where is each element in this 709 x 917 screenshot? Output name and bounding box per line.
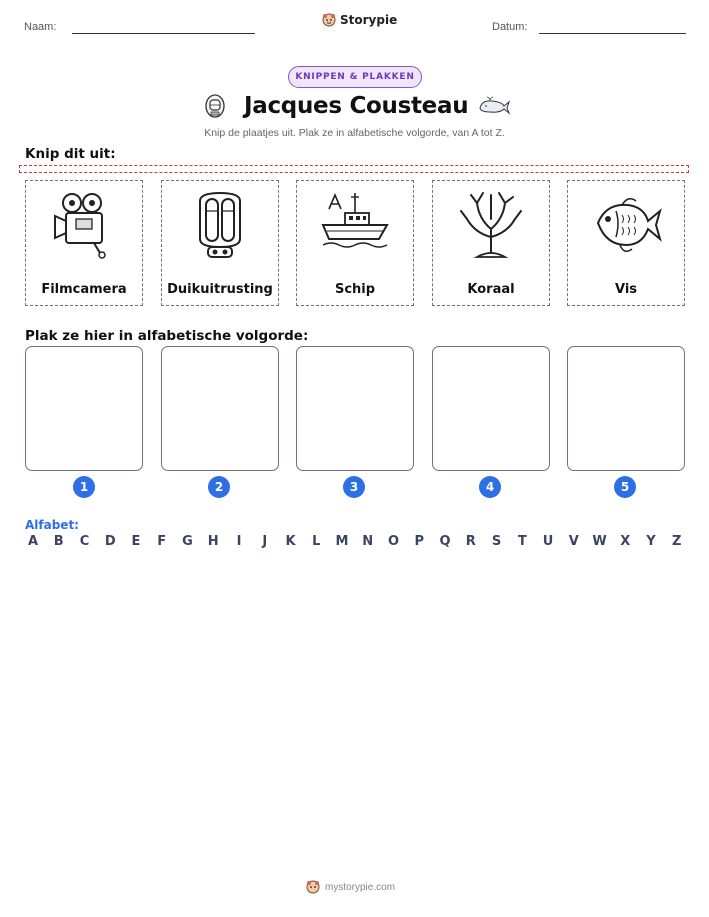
date-line[interactable] — [539, 33, 686, 34]
slot-number: 1 — [73, 476, 95, 498]
card-label: Duikuitrusting — [167, 282, 273, 297]
card-label: Koraal — [467, 282, 515, 297]
cut-card[interactable] — [161, 180, 279, 306]
alphabet-letter: A — [27, 534, 39, 549]
paste-slot[interactable] — [567, 346, 685, 471]
alphabet-letter: V — [568, 534, 579, 549]
alphabet-letter: G — [182, 534, 193, 549]
cut-card[interactable] — [296, 180, 414, 306]
cut-card[interactable] — [567, 180, 685, 306]
slot-number: 2 — [208, 476, 230, 498]
page-title: Jacques Cousteau — [244, 93, 469, 119]
alphabet-row — [25, 534, 685, 549]
alphabet-letter: D — [104, 534, 116, 549]
alphabet-letter: E — [131, 534, 141, 549]
alphabet-letter: Q — [439, 534, 451, 549]
diving-gear-icon — [186, 189, 254, 261]
paste-slot[interactable] — [296, 346, 414, 471]
alphabet-letter: X — [620, 534, 631, 549]
footer-url[interactable]: mystorypie.com — [325, 881, 396, 893]
alphabet-letter: L — [312, 534, 321, 549]
alphabet-letter: B — [53, 534, 64, 549]
instructions: Knip de plaatjes uit. Plak ze in alfabetische volgorde, van A tot Z. — [204, 127, 505, 139]
alphabet-letter: P — [414, 534, 425, 549]
activity-badge: KNIPPEN & PLAKKEN — [288, 66, 422, 88]
cut-heading: Knip dit uit: — [25, 146, 116, 162]
alphabet-letter: Z — [672, 534, 682, 549]
slot-number: 5 — [614, 476, 636, 498]
coral-icon — [457, 189, 525, 261]
alphabet-letter: F — [157, 534, 167, 549]
alphabet-letter: M — [335, 534, 349, 549]
alphabet-letter: I — [236, 534, 242, 549]
alphabet-letter: Y — [646, 534, 656, 549]
storypie-mascot-icon — [322, 13, 336, 27]
card-label: Schip — [334, 282, 376, 297]
alphabet-letter: W — [592, 534, 607, 549]
paste-slot[interactable] — [25, 346, 143, 471]
cut-card[interactable] — [432, 180, 550, 306]
date-label: Datum: — [492, 21, 528, 33]
paste-slot[interactable] — [161, 346, 279, 471]
alphabet-letter: H — [207, 534, 219, 549]
paste-slot[interactable] — [432, 346, 550, 471]
whale-icon — [478, 96, 510, 116]
slot-number: 4 — [479, 476, 501, 498]
alphabet-letter: N — [362, 534, 374, 549]
alphabet-letter: U — [542, 534, 554, 549]
brand-name: Storypie — [340, 13, 398, 27]
film-camera-icon — [50, 189, 118, 261]
fish-icon — [592, 189, 662, 261]
brand-logo — [322, 13, 397, 27]
cut-line — [19, 165, 689, 173]
diving-helmet-icon — [203, 93, 227, 119]
storypie-mascot-icon — [306, 880, 320, 894]
alphabet-letter: J — [262, 534, 268, 549]
slot-number: 3 — [343, 476, 365, 498]
alphabet-letter: C — [79, 534, 90, 549]
card-label: Filmcamera — [41, 282, 127, 297]
alphabet-letter: R — [465, 534, 476, 549]
card-label: Vis — [614, 282, 638, 297]
name-line[interactable] — [72, 33, 255, 34]
alphabet-heading: Alfabet: — [25, 518, 79, 532]
ship-icon — [321, 189, 391, 261]
alphabet-letter: K — [285, 534, 296, 549]
paste-heading: Plak ze hier in alfabetische volgorde: — [25, 328, 309, 344]
alphabet-letter: O — [387, 534, 400, 549]
name-label: Naam: — [24, 21, 57, 33]
cut-card[interactable] — [25, 180, 143, 306]
alphabet-letter: S — [491, 534, 502, 549]
alphabet-letter: T — [517, 534, 527, 549]
footer — [306, 880, 395, 894]
